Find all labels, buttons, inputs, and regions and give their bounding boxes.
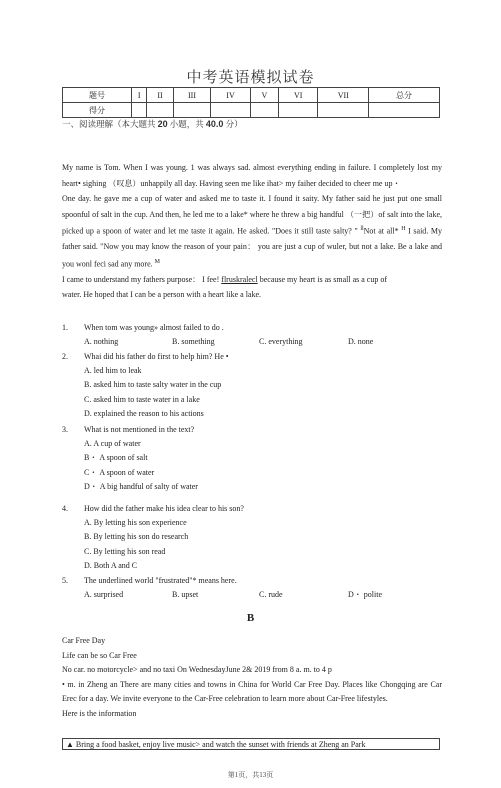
paragraph: water. He hoped that I can be a person with a heart like a lake. bbox=[62, 290, 262, 300]
option-a[interactable]: A. led him to leak bbox=[84, 366, 142, 376]
question-number: 4. bbox=[62, 504, 68, 513]
option-d[interactable]: D. explained the reason to his actions bbox=[84, 408, 204, 418]
section-heading bbox=[62, 118, 243, 130]
question-stem: The underlined world "frustrated"* means here. bbox=[84, 576, 237, 585]
paragraph-text: I came to understand my fathers purpose： I fee! bbox=[62, 274, 222, 284]
option-a[interactable]: A. By letting his son experience bbox=[84, 518, 187, 528]
question-stem: When tom was young» almost failed to do . bbox=[84, 323, 224, 332]
paragraph-text: I said. My father said. "Now you may know the reason of your pain： you are just a cup of wuler, but not a lake. Be a lake and you wonl feci sad any more. bbox=[62, 226, 443, 269]
score-label-cell: 得分 bbox=[63, 103, 132, 118]
option-d[interactable]: D・ A big handful of salty of water bbox=[84, 481, 198, 491]
paragraph: • m. in Zheng an There are many cities and towns in China for World Car Free Day. Places like Chongqing are Car Erec for a day. We invite everyone to the Car-Free celebration to learn more about Car-Free lifestyles. bbox=[62, 679, 442, 704]
option-b[interactable]: B・ A spoon of salt bbox=[84, 453, 148, 463]
superscript: H bbox=[401, 226, 406, 232]
section-prefix: 一、阅读理解（本大题共 bbox=[62, 119, 158, 129]
option-a[interactable]: A. nothing bbox=[84, 337, 119, 347]
page-title: 中考英语模拟试卷 bbox=[186, 70, 315, 86]
question-5 bbox=[62, 574, 442, 602]
score-cell: III bbox=[173, 88, 211, 103]
option-c[interactable]: C. everything bbox=[259, 337, 303, 347]
score-cell: II bbox=[147, 88, 173, 103]
question-number: 1. bbox=[62, 323, 68, 332]
question-1 bbox=[62, 321, 442, 349]
option-c[interactable]: C. asked him to taste water in a lake bbox=[84, 394, 200, 404]
section-suffix: 分） bbox=[223, 119, 243, 129]
superscript: ll bbox=[360, 226, 364, 232]
option-a[interactable]: A. surprised bbox=[84, 590, 124, 600]
option-c[interactable]: C. By letting his son read bbox=[84, 546, 166, 556]
option-d[interactable]: D・ polite bbox=[348, 590, 382, 600]
question-stem: Whai did his father do first to help him? He • bbox=[84, 352, 229, 361]
passage-a bbox=[62, 160, 442, 303]
section-points: 40.0 bbox=[205, 119, 224, 129]
option-d[interactable]: D. none bbox=[348, 337, 374, 347]
question-stem: How did the father make his idea clear to his son? bbox=[84, 504, 244, 513]
score-table bbox=[62, 87, 440, 118]
paragraph-text: One day. he gave me a cup of water and asked me to taste it. I found it saity. My father said he just put one small spoonful of salt in the cup. And then, he led me to a lake* where he threw a big handful （一把）of salt into the lake, picked up a spoon of water and let me taste it again. He asked. "Does it still taste salty? " bbox=[62, 194, 442, 236]
score-table-header-row bbox=[63, 88, 440, 103]
question-2 bbox=[62, 350, 442, 421]
score-empty-cell bbox=[147, 103, 173, 118]
paragraph-text: Not at all* bbox=[363, 226, 402, 236]
option-b[interactable]: B. By letting his son do research bbox=[84, 532, 189, 542]
paragraph: My name is Tom. When I was young. 1 was always sad. almost everything ending in failure. I completely lost my heart• sighing （叹息）unhappily all day. Having seen me like ihat> my faiher decided to cheer me up・ bbox=[62, 163, 442, 188]
info-box: ▲ Bring a food basket, enjoy live music> and watch the sunset with friends at Zheng an Park bbox=[62, 738, 440, 750]
score-empty-cell bbox=[318, 103, 369, 118]
option-b[interactable]: B. asked him to taste salty water in the cup bbox=[84, 380, 222, 390]
question-number: 5. bbox=[62, 576, 68, 585]
option-c[interactable]: C. rude bbox=[259, 590, 283, 600]
paragraph: Life can be so Car Free bbox=[62, 650, 137, 660]
score-empty-cell bbox=[279, 103, 318, 118]
score-cell: VI bbox=[279, 88, 318, 103]
score-empty-cell bbox=[250, 103, 278, 118]
question-count: 20 bbox=[157, 119, 168, 129]
passage-b bbox=[62, 634, 442, 722]
question-stem: What is not mentioned in the text? bbox=[84, 425, 195, 434]
score-cell: 总分 bbox=[369, 88, 440, 103]
question-number: 3. bbox=[62, 425, 68, 434]
paragraph bbox=[62, 191, 442, 272]
superscript: M bbox=[154, 258, 160, 265]
paragraph bbox=[62, 272, 442, 288]
question-4 bbox=[62, 502, 442, 573]
section-mid: 小题，共 bbox=[167, 119, 206, 129]
paragraph: Here is the information bbox=[62, 708, 137, 718]
score-cell: I bbox=[132, 88, 147, 103]
paragraph: Car Free Day bbox=[62, 636, 106, 645]
score-empty-cell bbox=[173, 103, 211, 118]
score-table-value-row bbox=[63, 103, 440, 118]
question-3 bbox=[62, 423, 442, 494]
page-footer: 第1页，共13页 bbox=[227, 771, 274, 779]
question-number: 2. bbox=[62, 352, 68, 361]
section-b-heading: B bbox=[246, 612, 255, 624]
underlined-word: flruskralecl bbox=[221, 274, 258, 284]
score-cell: 题号 bbox=[63, 88, 132, 103]
score-cell: V bbox=[250, 88, 278, 103]
option-b[interactable]: B. something bbox=[172, 337, 215, 347]
score-empty-cell bbox=[132, 103, 147, 118]
option-a[interactable]: A. A cup of water bbox=[84, 439, 141, 449]
score-cell: IV bbox=[211, 88, 250, 103]
option-b[interactable]: B. upset bbox=[172, 590, 199, 600]
score-empty-cell bbox=[211, 103, 250, 118]
option-d[interactable]: D. Both A and C bbox=[84, 560, 138, 570]
paragraph: No car. no motorcycle> and no taxi On WednesdayJune 2& 2019 from 8 a. m. to 4 p bbox=[62, 665, 332, 675]
paragraph-text: because my heart is as small as a cup of bbox=[257, 274, 388, 284]
score-empty-cell bbox=[369, 103, 440, 118]
score-cell: VII bbox=[318, 88, 369, 103]
option-c[interactable]: C・ A spoon of water bbox=[84, 467, 155, 477]
